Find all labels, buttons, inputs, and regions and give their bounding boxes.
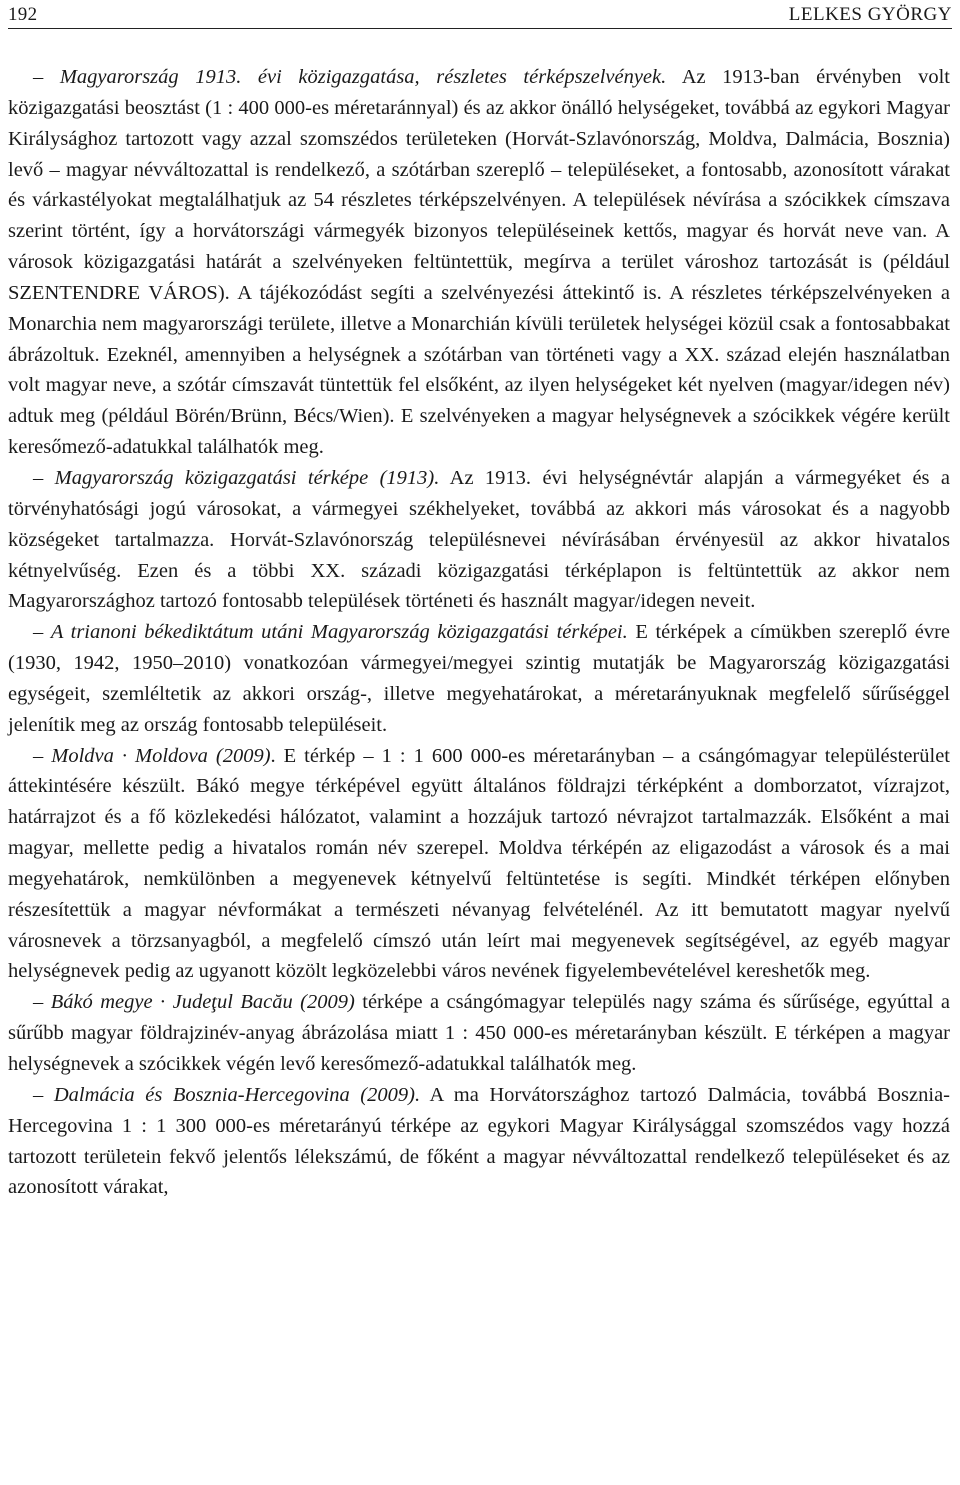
paragraph-entry-dalmacia [8, 1080, 950, 1203]
paragraph-entry-1913-detailed-maps [8, 62, 950, 463]
entry-body: A ma Horvátországhoz tartozó Dalmácia, továbbá Bosznia-Hercegovina 1 : 1 300 000-es méretarányú térképe az egykori Magyar Királysággal szomszédos vagy hozzá tartozott területein fekvő jelentős lélekszámú, de főként a magyar névváltozattal rendelkező településeket és az azonosított várakat, [8, 1083, 950, 1199]
entry-body: . E térkép – 1 : 1 600 000-es méretarányban – a csángómagyar településterület áttekintésére készült. Bákó megye térképével együtt általános földrajzi térképként a domborzatot, vízrajzot, határrajzot és a fő közlekedési hálózatot, valamint a hozzájuk tartozó névrajzot tartalmazzák. Elsőként a mai magyar, mellette pedig a hivatalos román név szerepel. Moldva térképén az eligazodást a városok és a mai megyehatárok, nemkülönben a megyenevek kétnyelvű feltüntetése is segíti. Mindkét térképen előnyben részesítettük a magyar névformákat a természeti névanyag felvételénél. Az itt bemutatott magyar nyelvű városnevek a törzsanyagból, a megfelelő címszó után leírt mai megyenevek segítségével, az egyéb magyar helységnevek pedig az ugyanott közölt legközelebbi város nevének figyelembevételével kereshetők meg. [8, 744, 950, 983]
paragraph-entry-trianon-maps [8, 617, 950, 740]
page-header [8, 4, 952, 29]
entry-title [33, 745, 271, 767]
entry-title-text: Magyarország 1913. évi közigazgatása, részletes térképszelvények. [59, 66, 667, 88]
running-head: LELKES GYÖRGY [788, 4, 952, 25]
entry-dash: – [33, 621, 51, 644]
entry-title-text: Bákó megye · Judeţul Bacău (2009) [50, 991, 355, 1014]
entry-body: térképe a csángómagyar település nagy száma és sűrűsége, egyúttal a sűrűbb magyar földrajzinév-anyag ábrázolása miatt 1 : 450 000-es méretarányban készült. E térképen a magyar helységnevek a szócikkek végén levő keresőmező-adatukkal találhatók meg. [8, 991, 950, 1075]
entry-title [33, 991, 355, 1013]
page-body [8, 62, 950, 1203]
entry-title [33, 66, 666, 88]
entry-title [33, 467, 439, 489]
paragraph-entry-bako [8, 987, 950, 1080]
entry-title-text: Dalmácia és Bosznia-Hercegovina (2009). [53, 1083, 421, 1106]
entry-dash: – [33, 466, 55, 489]
entry-title [33, 1084, 420, 1106]
paragraph-entry-moldva [8, 741, 950, 988]
entry-dash: – [33, 1083, 54, 1106]
paragraph-entry-1913-admin-map [8, 463, 950, 617]
entry-title-text: Magyarország közigazgatási térképe (1913). [54, 466, 440, 489]
entry-dash: – [33, 66, 60, 88]
page-number: 192 [8, 4, 38, 25]
entry-dash: – [33, 744, 52, 767]
entry-title [33, 621, 628, 643]
entry-dash: – [33, 991, 51, 1014]
entry-title-text: Moldva · Moldova (2009) [51, 744, 271, 767]
entry-body: E térképek a címükben szereplő évre (1930, 1942, 1950–2010) vonatkozóan vármegyei/megyei szintig mutatják be Magyarország közigazgatási egységeit, szemléltetik az akkori ország-, illetve megyehatárokat, a méretarányuknak megfelelő sűrűséggel jelenítik meg az ország fontosabb településeit. [8, 621, 950, 736]
entry-title-text: A trianoni békediktátum utáni Magyarország közigazgatási térképei. [50, 621, 628, 644]
entry-body: Az 1913. évi helységnévtár alapján a vármegyéket és a törvényhatósági jogú városokat, a vármegyei székhelyeket, továbbá az akkori más városokat és a nagyobb községeket tartalmazza. Horvát-Szlavónország településnevei névírásában érvényesül az akkor hivatalos kétnyelvűség. Ezen és a többi XX. századi közigazgatási térképlapon is feltüntettük az akkor nem Magyarországhoz tartozó fontosabb települések történeti és használt magyar/idegen neveit. [8, 466, 951, 613]
entry-body: Az 1913-ban érvényben volt közigazgatási beosztást (1 : 400 000-es méretaránnyal) és az akkor önálló helységeket, továbbá az egykori Magyar Királysághoz tartozott vagy azzal szomszédos területeken (Horvát-Szlavónország, Moldva, Dalmácia, Bosznia) levő – magyar névváltozattal is rendelkező, a szótárban szereplő – településeket, a fontosabb, azonosított várakat és várkastélyokat megtalálhatjuk az 54 részletes térképszelvényen. A települések névírása a szócikkek címszava szerint történt, így a horvátországi vármegyék bizonyos településeinek kettős, magyar és horvát neve van. A városok közigazgatási határát a szelvényeken feltüntettük, megírva a terület városhoz tartozását is (például SZENTENDRE VÁROS). A tájékozódást segíti a szelvényezési áttekintő is. A részletes térképszelvényeken a Monarchia nem magyarországi területe, illetve a Monarchián kívüli területek helységei közül csak a fontosabbakat ábrázoltuk. Ezeknél, amennyiben a helységnek a szótárban van történeti vagy a XX. század elején használatban volt magyar neve, a szótár címszavát tüntettük fel elsőként, az ilyen helységeket két nyelven (magyar/idegen név) adtuk meg (például Börén/Brünn, Bécs/Wien). E szelvényeken a magyar helységnevek a szócikkek végére került keresőmező-adatukkal találhatók meg. [8, 66, 951, 459]
